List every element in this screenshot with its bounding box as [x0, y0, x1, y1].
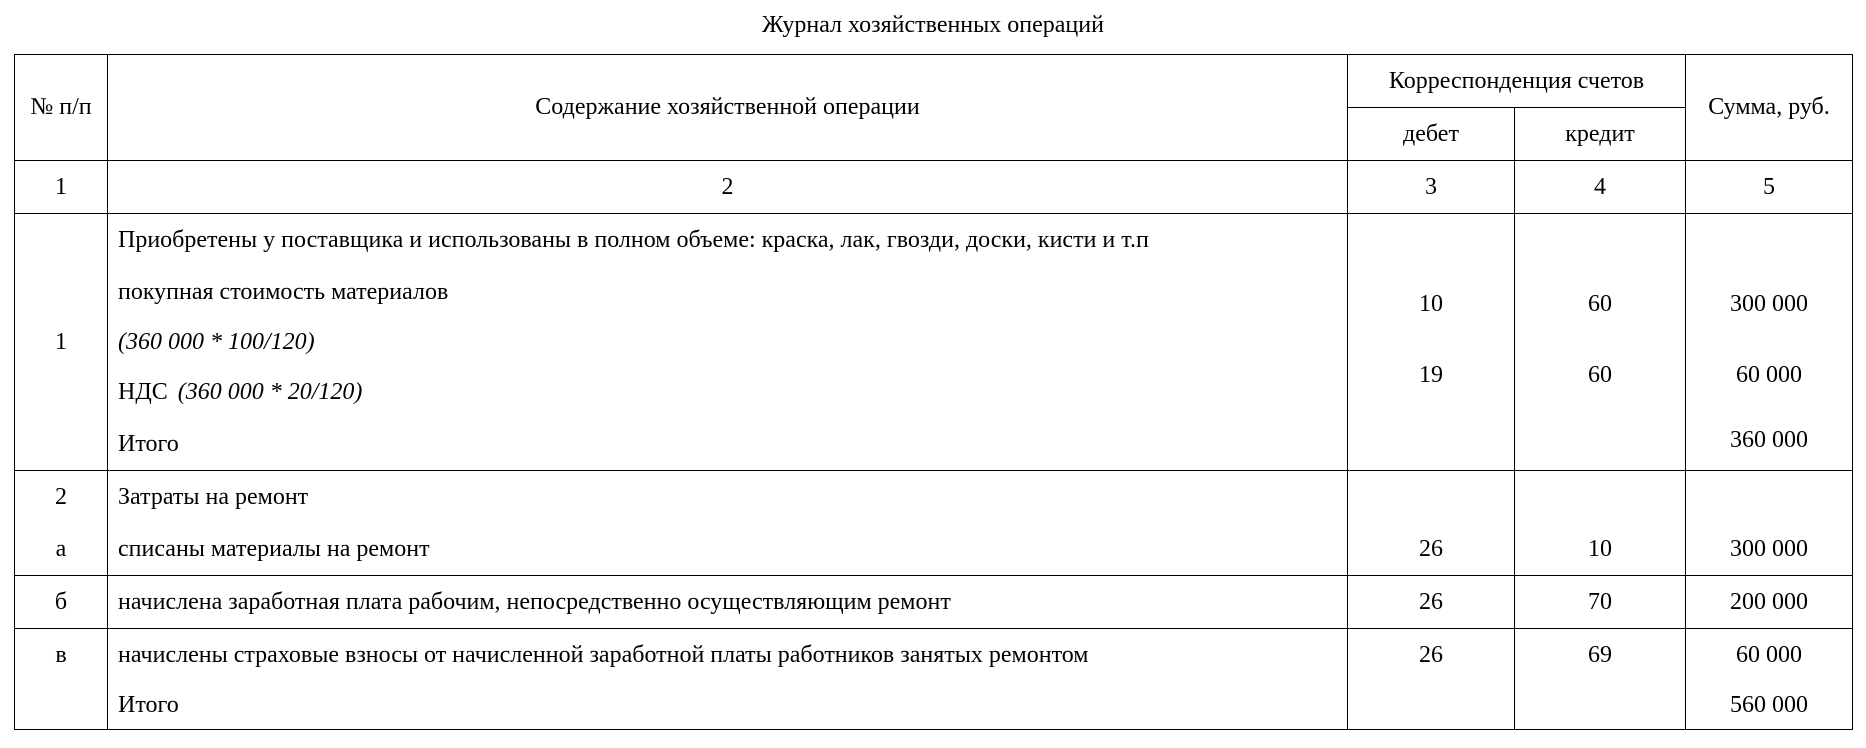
op2b-credit-cell — [1515, 576, 1686, 629]
op2a-num: а — [55, 536, 67, 562]
op2a-credit: 10 — [1588, 536, 1612, 562]
op2v-content — [108, 629, 1348, 730]
table-row-op2v — [15, 629, 1853, 730]
op2b-credit: 70 — [1588, 589, 1612, 615]
table-row-op2b — [15, 576, 1853, 629]
op2a-amount-cell — [1686, 471, 1853, 576]
operations-journal-table — [14, 54, 1853, 730]
op2-label: Затраты на ремонт — [118, 484, 309, 510]
op2v-amount-cell — [1686, 629, 1853, 730]
header-amount: Сумма, руб. — [1686, 55, 1853, 161]
op1-debit — [1348, 214, 1515, 471]
header-correspondence: Корреспонденция счетов — [1348, 55, 1686, 108]
op2v-num — [15, 629, 108, 730]
op1-line1: Приобретены у поставщика и использованы в полном объеме: краска, лак, гвозди, доски, кисти и т.п — [118, 227, 1149, 253]
op2a-text: списаны материалы на ремонт — [118, 536, 430, 562]
op1-materials-amount: 300 000 — [1730, 291, 1809, 317]
op2b-debit-cell — [1348, 576, 1515, 629]
header-credit: кредит — [1515, 108, 1686, 161]
op1-vat-label: НДС — [118, 379, 168, 405]
op2a-content — [108, 471, 1348, 576]
op2-num — [15, 471, 108, 576]
column-index-cell: 2 — [108, 161, 1348, 214]
op2v-amount: 60 000 — [1736, 642, 1803, 668]
op1-total-amount: 360 000 — [1730, 427, 1809, 453]
op2b-content — [108, 576, 1348, 629]
op1-line5-total: Итого — [118, 431, 179, 457]
op2v-text: начислены страховые взносы от начисленной заработной платы работников занятых ремонтом — [118, 642, 1089, 668]
op2b-amount-cell — [1686, 576, 1853, 629]
op2b-num-text: б — [54, 589, 68, 615]
header-num: № п/п — [15, 55, 108, 161]
op1-vat-debit: 19 — [1419, 362, 1443, 388]
op1-num: 1 — [15, 214, 108, 471]
op2v-total-label: Итого — [118, 692, 179, 718]
header-debit: дебет — [1348, 108, 1515, 161]
op2-num-main: 2 — [55, 484, 67, 510]
op1-line3-formula: (360 000 * 100/120) — [118, 329, 315, 355]
column-index-cell: 5 — [1686, 161, 1853, 214]
op2v-credit: 69 — [1588, 642, 1612, 668]
column-index-cell: 4 — [1515, 161, 1686, 214]
op2b-debit: 26 — [1419, 589, 1443, 615]
op1-content — [108, 214, 1348, 471]
column-index-cell: 1 — [15, 161, 108, 214]
header-content: Содержание хозяйственной операции — [108, 55, 1348, 161]
op1-amount — [1686, 214, 1853, 471]
op2a-amount: 300 000 — [1730, 536, 1809, 562]
op2v-credit-cell — [1515, 629, 1686, 730]
op2v-debit: 26 — [1419, 642, 1443, 668]
op1-materials-debit: 10 — [1419, 291, 1443, 317]
op2b-amount: 200 000 — [1730, 589, 1809, 615]
column-index-cell: 3 — [1348, 161, 1515, 214]
table-row-op1 — [15, 214, 1853, 471]
op2b-num — [15, 576, 108, 629]
op1-credit — [1515, 214, 1686, 471]
op2v-debit-cell — [1348, 629, 1515, 730]
op1-materials-credit: 60 — [1588, 291, 1612, 317]
op1-line2: покупная стоимость материалов — [118, 279, 449, 305]
op1-vat-amount: 60 000 — [1736, 362, 1803, 388]
op1-vat-credit: 60 — [1588, 362, 1612, 388]
op2a-debit: 26 — [1419, 536, 1443, 562]
op2v-total-amount: 560 000 — [1730, 692, 1809, 718]
column-index-row — [15, 161, 1853, 214]
op1-line4 — [118, 366, 1347, 418]
op1-vat-formula: (360 000 * 20/120) — [177, 379, 363, 405]
table-row-op2a — [15, 471, 1853, 576]
op2a-debit-cell — [1348, 471, 1515, 576]
op2a-credit-cell — [1515, 471, 1686, 576]
op2b-text: начислена заработная плата рабочим, непосредственно осуществляющим ремонт — [118, 589, 951, 615]
header-row-1 — [15, 55, 1853, 108]
document-title: Журнал хозяйственных операций — [762, 12, 1104, 38]
op2v-num-text: в — [55, 642, 67, 668]
